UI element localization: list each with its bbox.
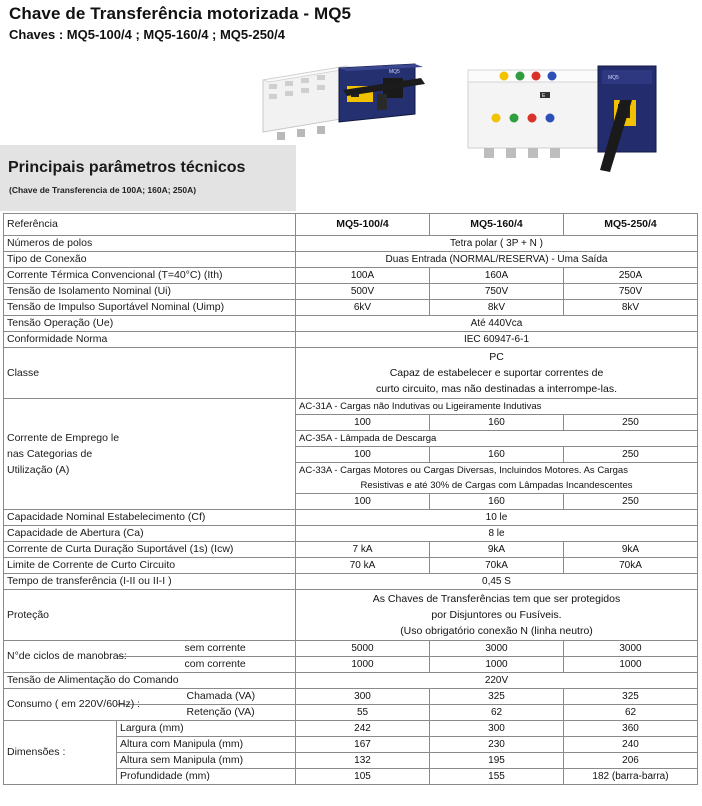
dimensoes-label: Dimensões :	[4, 721, 117, 785]
altura-com-label: Altura com Manipula (mm)	[117, 737, 296, 753]
isolamento-value-1: 500V	[296, 284, 430, 300]
protecao-line-1: As Chaves de Transferências tem que ser protegidos	[372, 593, 621, 605]
corrente-termica-label: Corrente Térmica Convencional (T=40°C) (Ith)	[4, 268, 296, 284]
norma-value: IEC 60947-6-1	[296, 332, 698, 348]
profundidade-value-2: 155	[430, 769, 564, 785]
table-row	[4, 399, 698, 415]
table-row	[4, 332, 698, 348]
consumo-chamada-label: Chamada (VA)	[117, 689, 296, 705]
ac31-value-1: 100	[296, 415, 430, 431]
limite-curto-value-2: 70kA	[430, 558, 564, 574]
transfer-switch-photo-left	[255, 58, 430, 144]
curta-duracao-value-2: 9kA	[430, 542, 564, 558]
protecao-label: Proteção	[4, 590, 296, 641]
table-row	[4, 510, 698, 526]
profundidade-value-1: 105	[296, 769, 430, 785]
isolamento-value-3: 750V	[564, 284, 698, 300]
emprego-label	[4, 399, 296, 510]
altura-sem-label: Altura sem Manipula (mm)	[117, 753, 296, 769]
table-row	[4, 641, 698, 657]
svg-text:MQ5: MQ5	[389, 69, 400, 75]
altura-sem-value-1: 132	[296, 753, 430, 769]
ac33-desc-line-1: AC-33A - Cargas Motores ou Cargas Diversas, Incluindos Motores. As Cargas	[299, 465, 628, 476]
ac35-desc: AC-35A - Lâmpada de Descarga	[296, 431, 698, 447]
svg-text:MQ5: MQ5	[608, 75, 619, 81]
ac35-value-2: 160	[430, 447, 564, 463]
consumo-chamada-value-2: 325	[430, 689, 564, 705]
emprego-label-line-3: Utilização (A)	[7, 464, 70, 476]
consumo-chamada-value-3: 325	[564, 689, 698, 705]
consumo-retencao-value-2: 62	[430, 705, 564, 721]
isolamento-label: Tensão de Isolamento Nominal (Ui)	[4, 284, 296, 300]
table-row	[4, 348, 698, 399]
ac33-value-3: 250	[564, 494, 698, 510]
estabelecimento-value: 10 le	[296, 510, 698, 526]
ciclos-sem-value-1: 5000	[296, 641, 430, 657]
consumo-label: Consumo ( em 220V/60Hz) :	[4, 689, 117, 721]
classe-line-3: curto circuito, mas não destinadas a interrompe-las.	[375, 383, 618, 395]
protecao-value	[296, 590, 698, 641]
ref-label: Referência	[4, 214, 296, 236]
altura-sem-value-2: 195	[430, 753, 564, 769]
limite-curto-label: Limite de Corrente de Curto Circuito	[4, 558, 296, 574]
profundidade-value-3: 182 (barra-barra)	[564, 769, 698, 785]
operacao-value: Até 440Vca	[296, 316, 698, 332]
impulso-label: Tensão de Impulso Suportável Nominal (Uimp)	[4, 300, 296, 316]
profundidade-label: Profundidade (mm)	[117, 769, 296, 785]
largura-value-3: 360	[564, 721, 698, 737]
conexao-value: Duas Entrada (NORMAL/RESERVA) - Uma Saída	[296, 252, 698, 268]
table-row	[4, 300, 698, 316]
table-header-row	[4, 214, 698, 236]
protecao-line-3: (Uso obrigatório conexão N (linha neutro)	[400, 625, 593, 637]
photo-label: E	[542, 93, 546, 99]
spec-table	[3, 213, 698, 785]
transfer-switch-photo-right	[462, 60, 672, 182]
largura-value-2: 300	[430, 721, 564, 737]
curta-duracao-value-1: 7 kA	[296, 542, 430, 558]
transferencia-label: Tempo de transferência (I-II ou II-I )	[4, 574, 296, 590]
ac31-value-3: 250	[564, 415, 698, 431]
ac33-value-2: 160	[430, 494, 564, 510]
transferencia-value: 0,45 S	[296, 574, 698, 590]
impulso-value-2: 8kV	[430, 300, 564, 316]
classe-line-1: PC	[489, 351, 504, 363]
ciclos-com-value-2: 1000	[430, 657, 564, 673]
page-subtitle: Chaves : MQ5-100/4 ; MQ5-160/4 ; MQ5-250/4	[9, 27, 286, 42]
altura-com-value-1: 167	[296, 737, 430, 753]
curta-duracao-value-3: 9kA	[564, 542, 698, 558]
table-row	[4, 252, 698, 268]
impulso-value-3: 8kV	[564, 300, 698, 316]
ac33-value-1: 100	[296, 494, 430, 510]
consumo-retencao-label: Retenção (VA)	[117, 705, 296, 721]
consumo-chamada-value-1: 300	[296, 689, 430, 705]
table-row	[4, 526, 698, 542]
model-col-3: MQ5-250/4	[564, 214, 698, 236]
alimentacao-value: 220V	[296, 673, 698, 689]
altura-com-value-3: 240	[564, 737, 698, 753]
classe-label: Classe	[4, 348, 296, 399]
abertura-value: 8 le	[296, 526, 698, 542]
table-row	[4, 574, 698, 590]
table-row	[4, 721, 698, 737]
largura-value-1: 242	[296, 721, 430, 737]
impulso-value-1: 6kV	[296, 300, 430, 316]
consumo-retencao-value-3: 62	[564, 705, 698, 721]
ac33-desc-line-2: Resistivas e até 30% de Cargas com Lâmpadas Incandescentes	[360, 480, 633, 491]
protecao-line-2: por Disjuntores ou Fusíveis.	[431, 609, 562, 621]
curta-duracao-label: Corrente de Curta Duração Suportável (1s) (Icw)	[4, 542, 296, 558]
corrente-termica-value-1: 100A	[296, 268, 430, 284]
table-row	[4, 316, 698, 332]
norma-label: Conformidade Norma	[4, 332, 296, 348]
limite-curto-value-1: 70 kA	[296, 558, 430, 574]
corrente-termica-value-2: 160A	[430, 268, 564, 284]
ciclos-com-value-1: 1000	[296, 657, 430, 673]
alimentacao-label: Tensão de Alimentação do Comando	[4, 673, 296, 689]
params-panel	[0, 145, 296, 211]
ac33-desc	[296, 463, 698, 494]
ciclos-label: N°de ciclos de manobras:	[4, 641, 117, 673]
params-subtitle: (Chave de Transferencia de 100A; 160A; 250A)	[9, 185, 197, 195]
abertura-label: Capacidade de Abertura (Ca)	[4, 526, 296, 542]
operacao-label: Tensão Operação (Ue)	[4, 316, 296, 332]
ac35-value-1: 100	[296, 447, 430, 463]
altura-com-value-2: 230	[430, 737, 564, 753]
ac31-value-2: 160	[430, 415, 564, 431]
ciclos-sem-value-3: 3000	[564, 641, 698, 657]
polos-label: Números de polos	[4, 236, 296, 252]
table-row	[4, 542, 698, 558]
estabelecimento-label: Capacidade Nominal Estabelecimento (Cf)	[4, 510, 296, 526]
ciclos-com-label: com corrente	[117, 657, 296, 673]
ciclos-sem-label: sem corrente	[117, 641, 296, 657]
model-col-2: MQ5-160/4	[430, 214, 564, 236]
limite-curto-value-3: 70kA	[564, 558, 698, 574]
params-title: Principais parâmetros técnicos	[8, 159, 246, 176]
largura-label: Largura (mm)	[117, 721, 296, 737]
ciclos-sem-value-2: 3000	[430, 641, 564, 657]
page-title: Chave de Transferência motorizada - MQ5	[9, 4, 352, 23]
ac31-desc: AC-31A - Cargas não Indutivas ou Ligeiramente Indutivas	[296, 399, 698, 415]
consumo-retencao-value-1: 55	[296, 705, 430, 721]
table-row	[4, 590, 698, 641]
classe-value	[296, 348, 698, 399]
corrente-termica-value-3: 250A	[564, 268, 698, 284]
table-row	[4, 268, 698, 284]
model-col-1: MQ5-100/4	[296, 214, 430, 236]
polos-value: Tetra polar ( 3P + N )	[296, 236, 698, 252]
ciclos-com-value-3: 1000	[564, 657, 698, 673]
table-row	[4, 236, 698, 252]
table-row	[4, 558, 698, 574]
conexao-label: Tipo de Conexão	[4, 252, 296, 268]
isolamento-value-2: 750V	[430, 284, 564, 300]
classe-line-2: Capaz de estabelecer e suportar correntes de	[389, 367, 604, 379]
table-row	[4, 673, 698, 689]
ac35-value-3: 250	[564, 447, 698, 463]
table-row	[4, 689, 698, 705]
altura-sem-value-3: 206	[564, 753, 698, 769]
table-row	[4, 284, 698, 300]
emprego-label-line-1: Corrente de Emprego le	[7, 432, 120, 444]
emprego-label-line-2: nas Categorias de	[7, 448, 93, 460]
